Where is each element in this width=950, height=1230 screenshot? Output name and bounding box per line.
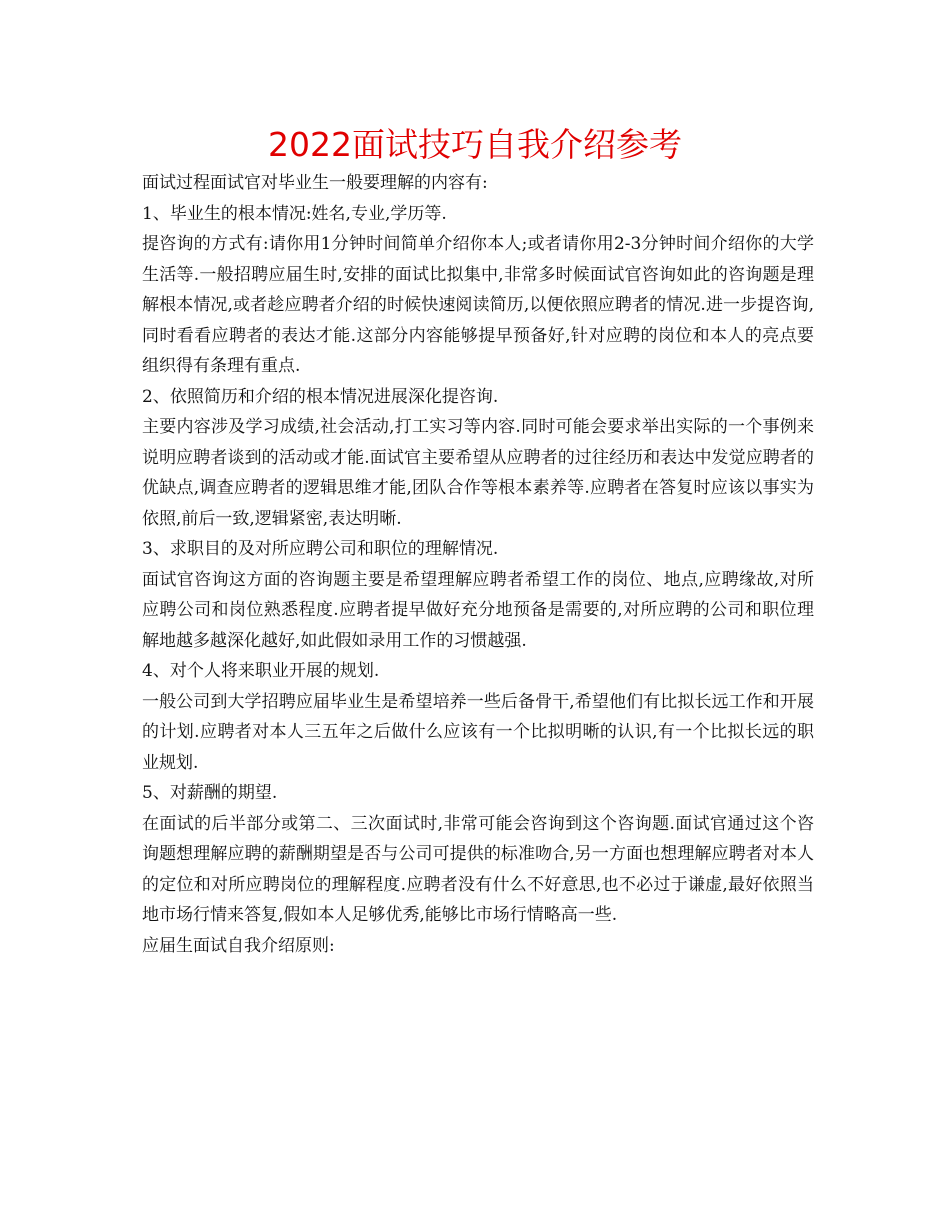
section-4-paragraph: 一般公司到大学招聘应届毕业生是希望培养一些后备骨干,希望他们有比拟长远工作和开展的计划.应聘者对本人三五年之后做什么应该有一个比拟明晰的认识,有一个比拟长远的职业规划. bbox=[142, 691, 814, 773]
section-5-heading: 5、对薪酬的期望. bbox=[142, 783, 278, 803]
principles-heading: 应届生面试自我介绍原则: bbox=[142, 935, 335, 956]
section-1-paragraph: 提咨询的方式有:请你用1分钟时间简单介绍你本人;或者请你用2-3分钟时间介绍你的大学生活等.一般招聘应届生时,安排的面试比拟集中,非常多时候面试官咨询如此的咨询题是理解根本情况,或者趁应聘者介绍的时候快速阅读简历,以便依照应聘者的情况.进一步提咨询,同时看看应聘者的表达才能.这部分内容能够提早预备好,针对应聘的岗位和本人的亮点要组织得有条理有重点. bbox=[142, 234, 814, 376]
section-3-paragraph: 面试官咨询这方面的咨询题主要是希望理解应聘者希望工作的岗位、地点,应聘缘故,对所应聘公司和岗位熟悉程度.应聘者提早做好充分地预备是需要的,对所应聘的公司和职位理解地越多越深化越好,如此假如录用工作的习惯越强. bbox=[142, 569, 814, 651]
intro-paragraph: 面试过程面试官对毕业生一般要理解的内容有: bbox=[142, 173, 488, 193]
section-2-paragraph: 主要内容涉及学习成绩,社会活动,打工实习等内容.同时可能会要求举出实际的一个事例来说明应聘者谈到的活动或才能.面试官主要希望从应聘者的过往经历和表达中发觉应聘者的优缺点,调查应聘者的逻辑思维才能,团队合作等根本素养等.应聘者在答复时应该以事实为依照,前后一致,逻辑紧密,表达明晰. bbox=[142, 417, 814, 529]
section-4-heading: 4、对个人将来职业开展的规划. bbox=[142, 661, 380, 681]
section-5-paragraph: 在面试的后半部分或第二、三次面试时,非常可能会咨询到这个咨询题.面试官通过这个咨询题想理解应聘的薪酬期望是否与公司可提供的标准吻合,另一方面也想理解应聘者对本人的定位和对所应聘岗位的理解程度.应聘者没有什么不好意思,也不必过于谦虚,最好依照当地市场行情来答复,假如本人足够优秀,能够比市场行情略高一些. bbox=[142, 813, 814, 925]
section-3-heading: 3、求职目的及对所应聘公司和职位的理解情况. bbox=[142, 539, 499, 559]
section-1-heading: 1、毕业生的根本情况:姓名,专业,学历等. bbox=[142, 203, 447, 224]
section-2-heading: 2、依照简历和介绍的根本情况进展深化提咨询. bbox=[142, 386, 499, 407]
document-title: 2022面试技巧自我介绍参考 bbox=[268, 125, 682, 164]
document-body bbox=[142, 168, 814, 961]
